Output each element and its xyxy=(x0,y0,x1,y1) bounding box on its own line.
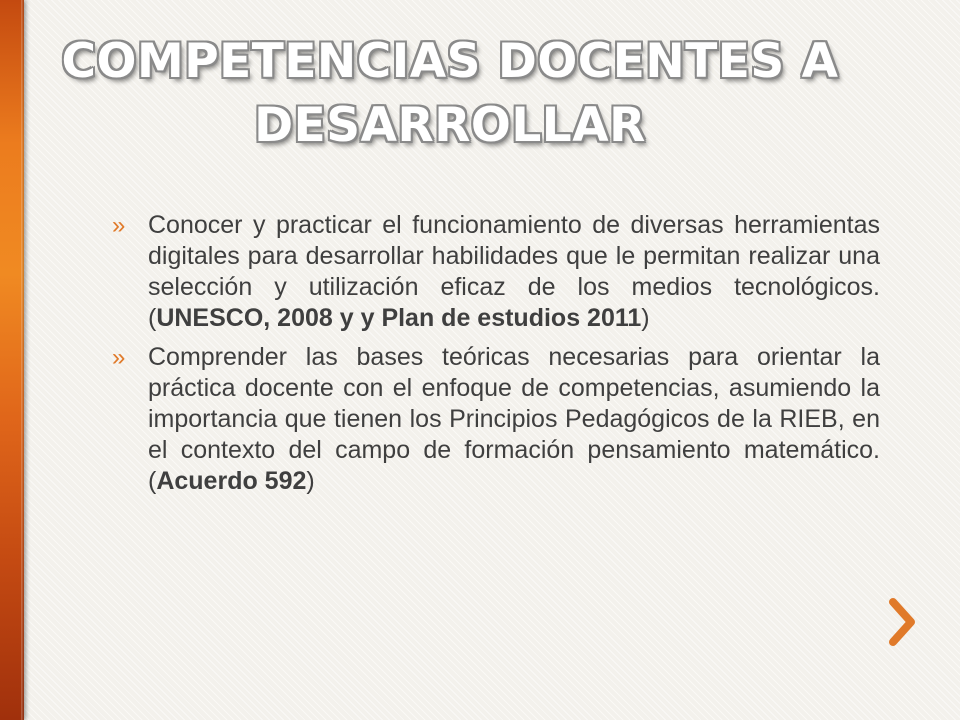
bullet-2-citation: Acuerdo 592 xyxy=(156,467,307,495)
bullet-marker: » xyxy=(112,344,126,371)
bullet-item-1 xyxy=(112,210,880,334)
bullet-2-close: ) xyxy=(306,467,315,495)
title-line-1: COMPETENCIAS DOCENTES A xyxy=(61,34,839,89)
slide-title xyxy=(60,30,840,158)
bullet-marker: » xyxy=(112,212,126,239)
chevron-right-icon[interactable] xyxy=(884,596,920,648)
bullet-2-text: Comprender las bases teóricas necesarias para orientar la práctica docente con el enfoque de competencias, asumiendo la importancia que tienen los Principios Pedagógicos de la RIEB, en el contexto del campo de formación pensamiento matemático. ( xyxy=(148,343,880,495)
bullet-1-close: ) xyxy=(641,304,650,332)
bullet-1-text: Conocer y practicar el funcionamiento de diversas herramientas digitales para desarrollar habilidades que le permitan realizar una selección y utilización eficaz de los medios tecnológicos. ( xyxy=(148,211,880,332)
bullet-list xyxy=(112,210,880,505)
title-line-2: DESARROLLAR xyxy=(254,98,646,153)
bullet-1-citation: UNESCO, 2008 y y Plan de estudios 2011 xyxy=(156,304,642,332)
bullet-item-2 xyxy=(112,342,880,497)
side-accent-bar xyxy=(0,0,24,720)
